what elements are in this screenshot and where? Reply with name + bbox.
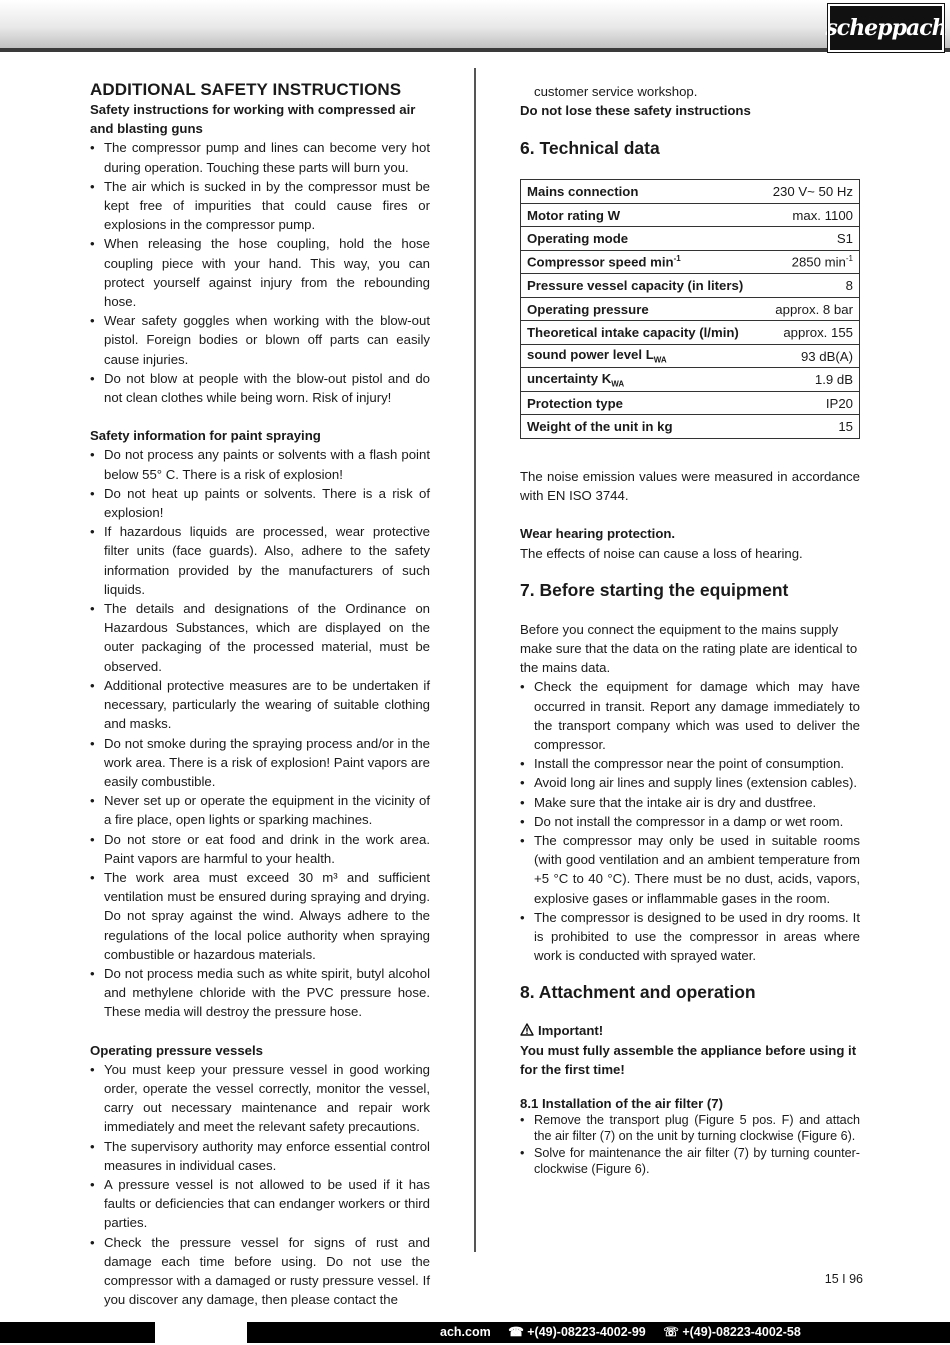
table-value: approx. 8 bar (762, 297, 860, 321)
table-value: 93 dB(A) (762, 344, 860, 368)
page-number: 15 I 96 (824, 1272, 863, 1286)
list-item: • The work area must exceed 30 m³ and sufficient ventilation must be ensured during spraying and drying. Do not spray against the wind. Always adhere to the regulations of the local police authority when spraying combustible or hazardous materials. (90, 868, 430, 964)
list-item: • Install the compressor near the point of consumption. (520, 754, 860, 773)
list-item: • The air which is sucked in by the compressor must be kept free of impurities that could cause fires or explosions in the compressor pump. (90, 177, 430, 235)
table-row (521, 321, 860, 345)
list-item: • Check the pressure vessel for signs of rust and damage each time before using. Do not use the compressor with a damaged or rusty pressure vessel. If you discover any damage, then please contact the (90, 1233, 430, 1310)
phone-text: ☎ +(49)-08223-4002-99 (508, 1325, 646, 1339)
table-key: Protection type (521, 391, 762, 415)
table-value: IP20 (762, 391, 860, 415)
list-item: • When releasing the hose coupling, hold the hose coupling piece with your hand. This way, you can protect yourself against injury from the rebounding hose. (90, 234, 430, 311)
list-item: • Do not install the compressor in a damp or wet room. (520, 812, 860, 831)
hearing-protection-title: Wear hearing protection. (520, 526, 676, 542)
table-value: 1.9 dB (762, 368, 860, 392)
list-item: • The compressor pump and lines can become very hot during operation. Touching these parts will burn you. (90, 138, 430, 176)
website-text: ach.com (440, 1325, 491, 1339)
pressure-vessel-list (90, 1060, 430, 1310)
list-item: • Additional protective measures are to be undertaken if necessary, particularly the wearing of suitable clothing and masks. (90, 676, 430, 734)
list-item: • Avoid long air lines and supply lines (extension cables). (520, 773, 860, 792)
table-key: Operating pressure (521, 297, 762, 321)
list-item: • A pressure vessel is not allowed to be used if it has faults or deficiencies that can endanger workers or third parties. (90, 1175, 430, 1233)
subsection-title: Safety instructions for working with compressed air and blasting guns (90, 102, 416, 137)
table-row (521, 391, 860, 415)
table-value: 8 (762, 274, 860, 298)
before-starting-intro: Before you connect the equipment to the mains supply make sure that the data on the rating plate are identical to the mains data. (520, 621, 858, 676)
technical-data-title: 6. Technical data (520, 138, 660, 159)
table-row (521, 368, 860, 392)
table-value: max. 1100 (762, 203, 860, 227)
scheppach-logo: scheppach (828, 4, 944, 52)
table-row (521, 203, 860, 227)
table-value: 230 V~ 50 Hz (762, 180, 860, 204)
list-item: • The compressor is designed to be used in dry rooms. It is prohibited to use the compressor in areas where work is conducted with sprayed water. (520, 908, 860, 966)
before-starting-title: 7. Before starting the equipment (520, 579, 789, 600)
table-key: Operating mode (521, 227, 762, 251)
table-key: Pressure vessel capacity (in liters) (521, 274, 762, 298)
list-item: • The compressor may only be used in suitable rooms (with good ventilation and an ambient temperature from +5 °C to 40 °C). There must be no dust, acids, vapors, explosive gases or inflammable gases in the room. (520, 831, 860, 908)
table-key: sound power level $L_{WA}$ (521, 344, 762, 368)
before-starting-list (520, 677, 860, 965)
header-bar (0, 0, 950, 50)
fax-text: ☏ +(49)-08223-4002-58 (663, 1325, 801, 1339)
table-key: Weight of the unit in kg (521, 415, 762, 439)
list-item: • Solve for maintenance the air filter (7) by turning counter-clockwise (Figure 6). (520, 1145, 860, 1178)
table-value: 2850 $\min^{-1}$ (762, 250, 860, 274)
list-item: • Check the equipment for damage which may have occurred in transit. Report any damage immediately to the transport company which was used to deliver the compressor. (520, 677, 860, 754)
list-item: • You must keep your pressure vessel in good working order, operate the vessel correctly, monitor the vessel, carry out necessary maintenance and repair work immediately and meet the relevant safety precautions. (90, 1060, 430, 1137)
table-row (521, 250, 860, 274)
column-divider (474, 68, 476, 1252)
left-column (90, 80, 430, 1309)
table-value: approx. 155 (762, 321, 860, 345)
continued-text: customer service workshop. (534, 84, 698, 99)
table-value: 15 (762, 415, 860, 439)
paint-spraying-list (90, 445, 430, 1021)
warning-icon (520, 1023, 534, 1036)
table-row (521, 297, 860, 321)
important-heading: Important! (520, 1021, 860, 1040)
list-item: • The details and designations of the Ordinance on Hazardous Substances, which are displayed on the outer packaging of the processed material, must be observed. (90, 599, 430, 676)
attachment-operation-title: 8. Attachment and operation (520, 982, 756, 1003)
list-item: • Make sure that the intake air is dry and dustfree. (520, 793, 860, 812)
list-item: • Do not blow at people with the blow-out pistol and do not clean clothes while being worn. Risk of injury! (90, 369, 430, 407)
footer-contact (440, 1322, 815, 1343)
list-item: • Do not smoke during the spraying process and/or in the work area. There is a risk of explosion! Paint vapors are easily combustible. (90, 734, 430, 792)
air-filter-list (520, 1112, 860, 1178)
table-key: Motor rating W (521, 203, 762, 227)
table-key: uncertainty $K_{WA}$ (521, 368, 762, 392)
list-item: • Do not process any paints or solvents with a flash point below 55° C. There is a risk of explosion! (90, 445, 430, 483)
header-rule (0, 48, 950, 52)
list-item: • If hazardous liquids are processed, wear protective filter units (face guards). Also, adhere to the safety information provided by the manufacturers of such liquids. (90, 522, 430, 599)
noise-text: The noise emission values were measured in accordance with EN ISO 3744. (520, 468, 860, 504)
air-filter-title: 8.1 Installation of the air filter (7) (520, 1095, 723, 1111)
list-item: • Do not store or eat food and drink in the work area. Paint vapors are harmful to your health. (90, 830, 430, 868)
hearing-protection-text: The effects of noise can cause a loss of hearing. (520, 545, 803, 561)
subsection-title: Operating pressure vessels (90, 1042, 263, 1058)
keep-instructions-note: Do not lose these safety instructions (520, 103, 751, 119)
table-row (521, 180, 860, 204)
section-title: ADDITIONAL SAFETY INSTRUCTIONS (90, 80, 402, 99)
compressed-air-list (90, 138, 430, 407)
table-key: Theoretical intake capacity (l/min) (521, 321, 762, 345)
table-value: S1 (762, 227, 860, 251)
table-key: Compressor speed $\min^{-1}$ (521, 250, 762, 274)
list-item: • Never set up or operate the equipment in the vicinity of a fire place, open lights or sparking machines. (90, 791, 430, 829)
list-item: • Do not heat up paints or solvents. There is a risk of explosion! (90, 484, 430, 522)
table-row (521, 227, 860, 251)
right-column (520, 82, 860, 1178)
table-key: Mains connection (521, 180, 762, 204)
table-row (521, 274, 860, 298)
important-text: You must fully assemble the appliance before using it for the first time! (520, 1042, 857, 1077)
table-row (521, 415, 860, 439)
subsection-title: Safety information for paint spraying (90, 428, 321, 444)
list-item: • The supervisory authority may enforce essential control measures in individual cases. (90, 1137, 430, 1175)
technical-data-table (520, 179, 860, 439)
table-row (521, 344, 860, 368)
list-item: • Do not process media such as white spirit, butyl alcohol and methylene chloride with the PVC pressure hose. These media will destroy the pressure hose. (90, 964, 430, 1022)
list-item: • Wear safety goggles when working with the blow-out pistol. Foreign bodies or blown off parts can easily cause injuries. (90, 311, 430, 369)
list-item: • Remove the transport plug (Figure 5 pos. F) and attach the air filter (7) on the unit by turning clockwise (Figure 6). (520, 1112, 860, 1145)
